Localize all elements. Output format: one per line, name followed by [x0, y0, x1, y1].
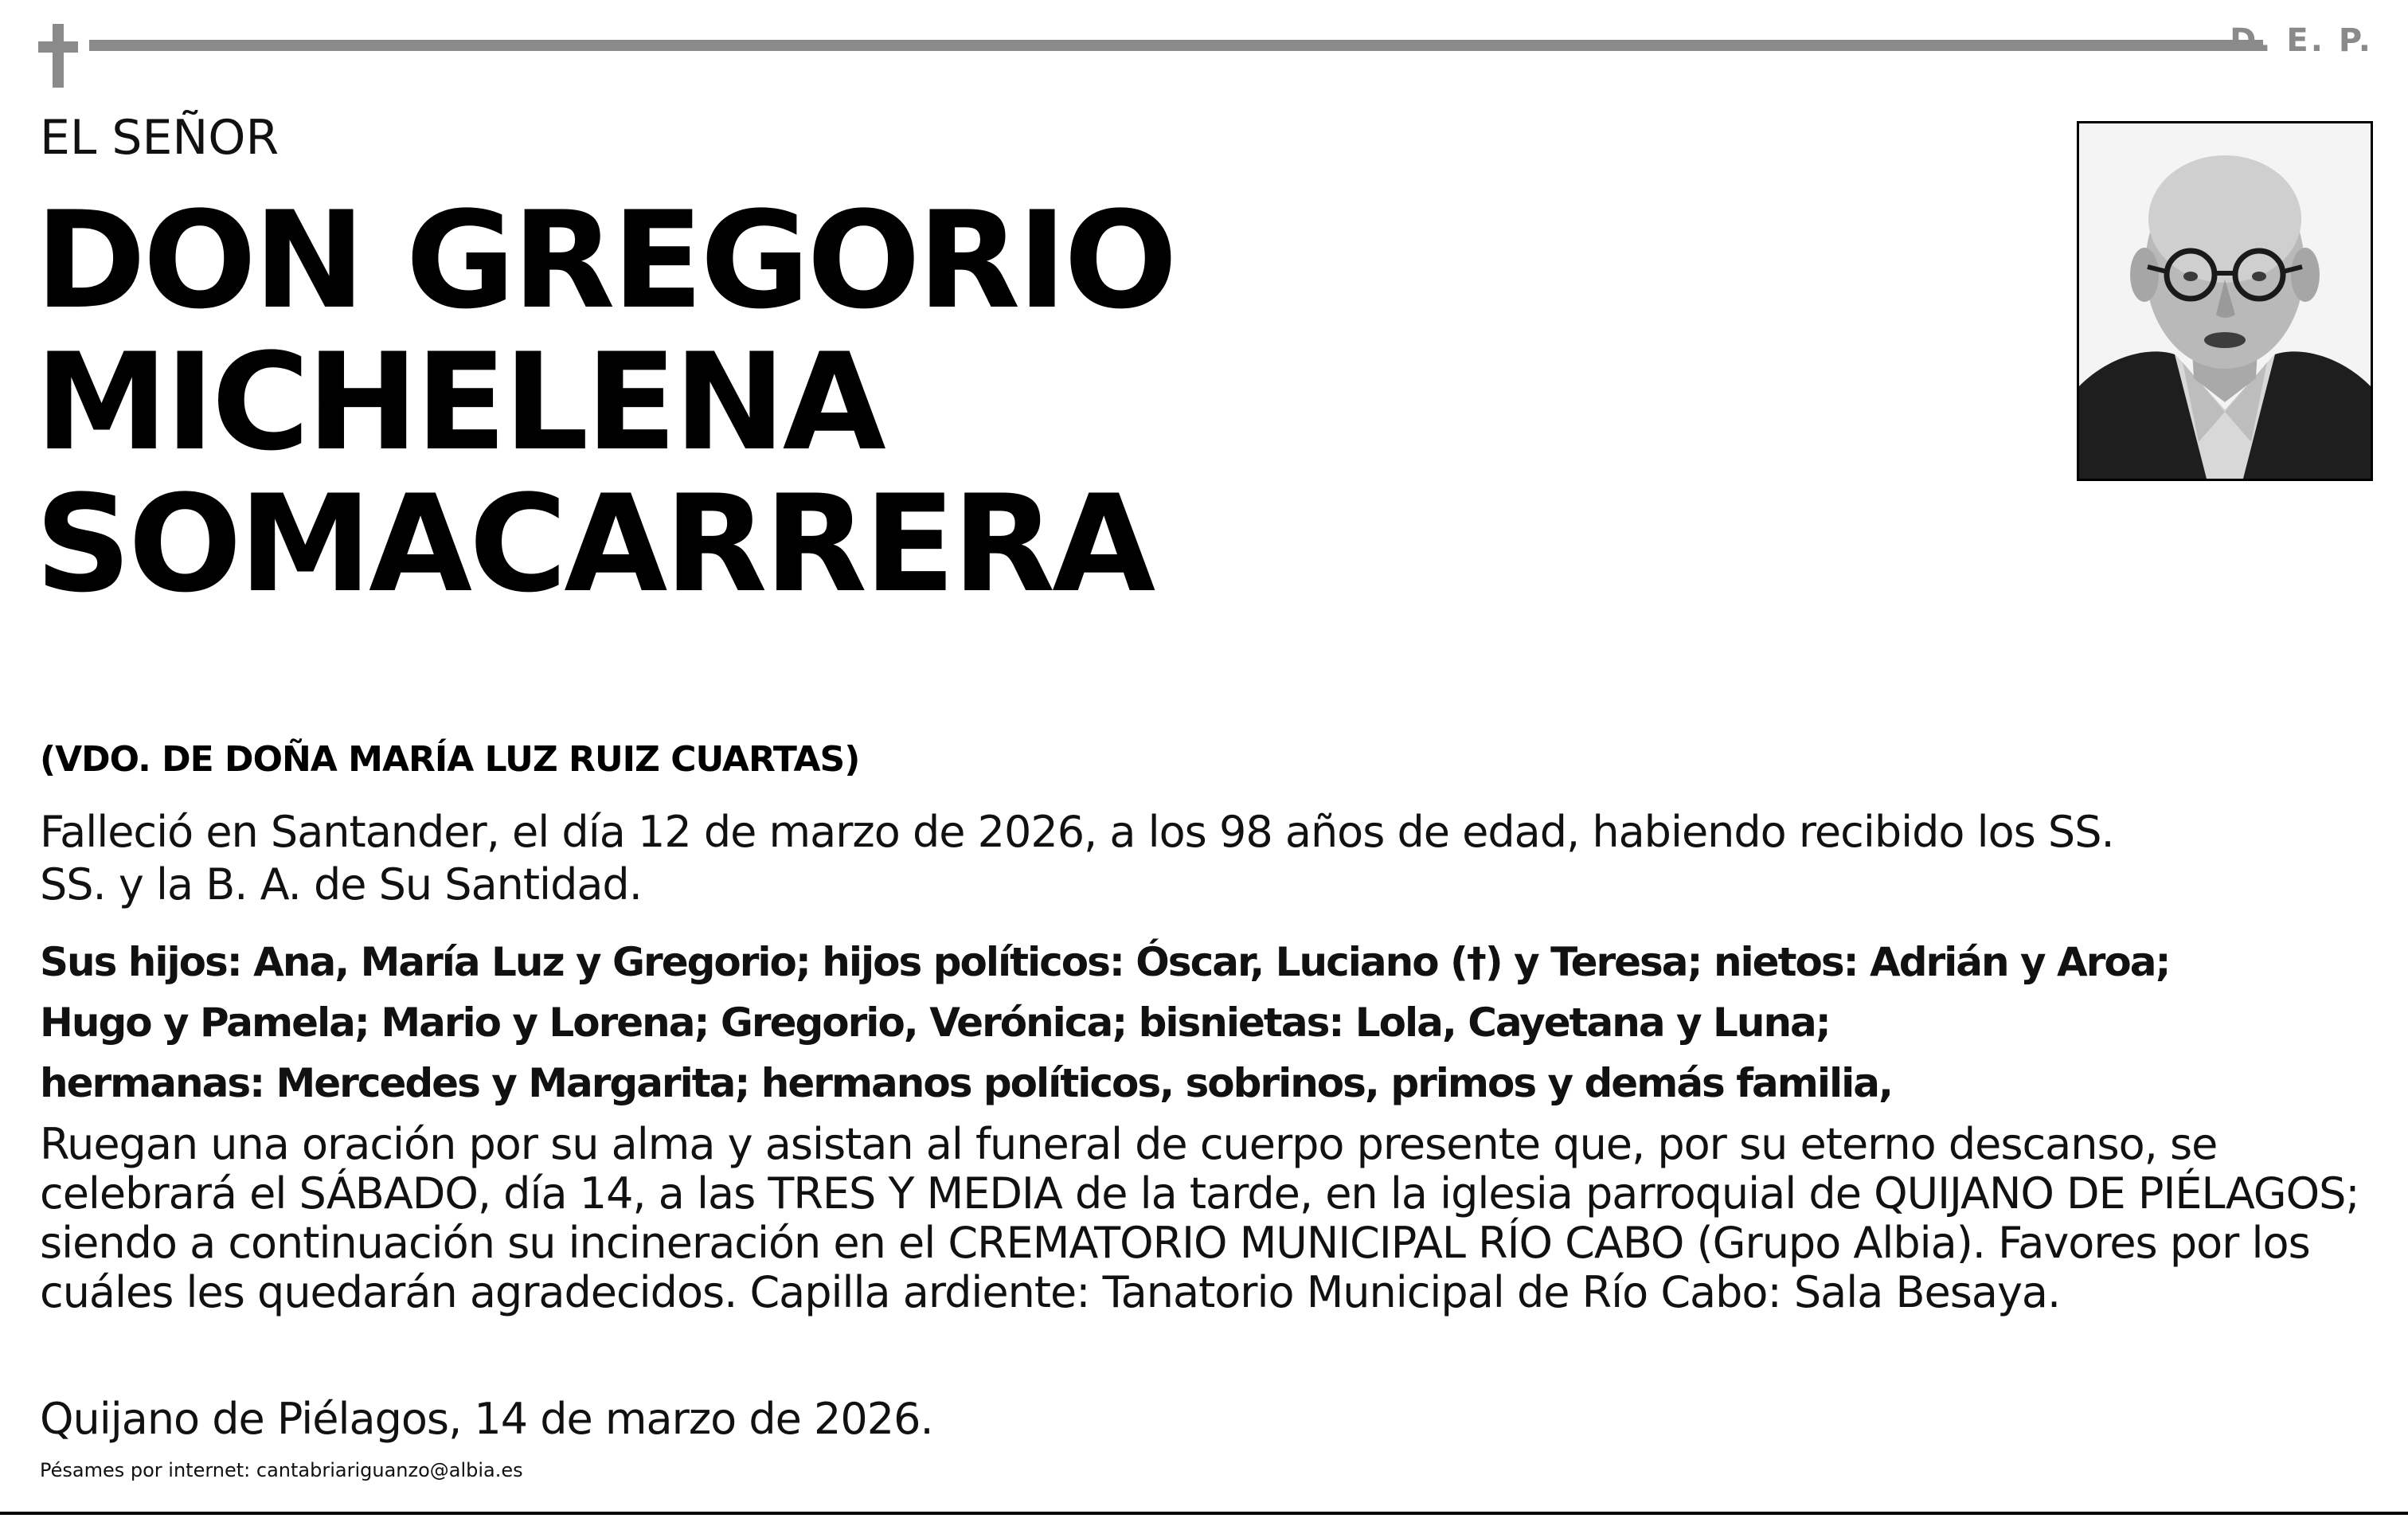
family-line: Sus hijos: Ana, María Luz y Gregorio; hijos políticos: Óscar, Luciano (†) y Teresa; nietos: Adrián y Aroa; — [40, 939, 2170, 985]
deceased-name — [35, 182, 1175, 622]
family-list — [40, 932, 2381, 1113]
family-line: Hugo y Pamela; Mario y Lorena; Gregorio, Verónica; bisnietas: Lola, Cayetana y Luna; — [40, 1000, 1830, 1046]
header-rule — [89, 40, 2263, 51]
bottom-rule — [0, 1512, 2408, 1515]
cross-icon — [38, 24, 78, 88]
death-notice: Falleció en Santander, el día 12 de marzo de 2026, a los 98 años de edad, habiendo recibido los SS. SS. y la B. A. de Su Santidad. — [40, 807, 2114, 910]
name-line: MICHELENA — [35, 324, 883, 480]
condolences-contact: Pésames por internet: cantabriariguanzo@albia.es — [40, 1459, 523, 1481]
funeral-details: Ruegan una oración por su alma y asistan al funeral de cuerpo presente que, por su eterno descanso, se celebrará el SÁBADO, día 14, a las TRES Y MEDIA de la tarde, en la iglesia parroquial de QUIJANO DE PIÉLAGOS; siendo a continuación su incineración en el CREMATORIO MUNICIPAL RÍO CABO (Grupo Albia). Favores por los cuáles les quedarán agradecidos. Capilla ardiente: Tanatorio Municipal de Río Cabo: Sala Besaya. — [40, 1119, 2359, 1317]
family-line: hermanas: Mercedes y Margarita; hermanos políticos, sobrinos, primos y demás familia, — [40, 1060, 1892, 1106]
dep-label: D. E. P. — [2230, 22, 2373, 59]
name-line: DON GREGORIO — [35, 182, 1175, 338]
portrait-photo — [2077, 121, 2373, 481]
widow-of: (VDO. DE DOÑA MARÍA LUZ RUIZ CUARTAS) — [40, 739, 860, 780]
name-line: SOMACARRERA — [35, 466, 1153, 622]
honorific: EL SEÑOR — [40, 110, 280, 166]
place-date: Quijano de Piélagos, 14 de marzo de 2026. — [40, 1394, 933, 1444]
